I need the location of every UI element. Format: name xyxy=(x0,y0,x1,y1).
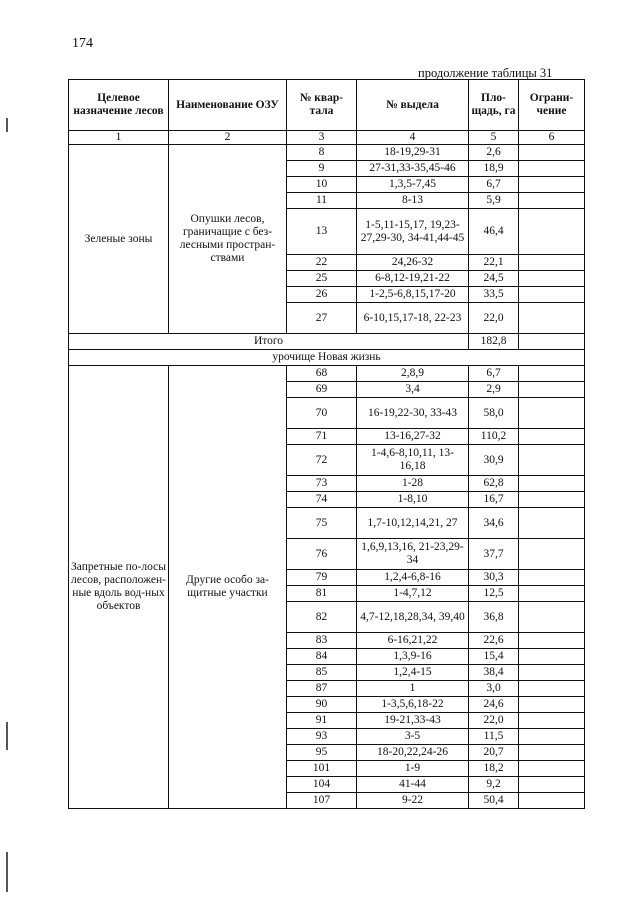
section-cell: 1,2,4-6,8-16 xyxy=(357,570,469,586)
area-cell: 50,4 xyxy=(469,793,519,809)
area-cell: 2,6 xyxy=(469,145,519,161)
area-cell: 9,2 xyxy=(469,777,519,793)
section-cell: 4,7-12,18,28,34, 39,40 xyxy=(357,602,469,633)
restriction-cell xyxy=(519,761,585,777)
forest-protection-table xyxy=(68,79,585,809)
quarter-cell: 26 xyxy=(287,287,357,303)
section-cell: 24,26-32 xyxy=(357,255,469,271)
ozu-cell: Опушки лесов, граничащие с без-лесными простран-ствами xyxy=(169,145,287,334)
section-cell: 18-20,22,24-26 xyxy=(357,745,469,761)
quarter-cell: 93 xyxy=(287,729,357,745)
section-cell: 1,6,9,13,16, 21-23,29-34 xyxy=(357,539,469,570)
table-continuation-label: продолжение таблицы 31 xyxy=(418,66,553,80)
quarter-cell: 74 xyxy=(287,492,357,508)
section-cell: 6-10,15,17-18, 22-23 xyxy=(357,303,469,334)
quarter-cell: 10 xyxy=(287,177,357,193)
quarter-cell: 75 xyxy=(287,508,357,539)
quarter-cell: 27 xyxy=(287,303,357,334)
section-cell: 19-21,33-43 xyxy=(357,713,469,729)
area-cell: 22,1 xyxy=(469,255,519,271)
restriction-cell xyxy=(519,570,585,586)
quarter-cell: 13 xyxy=(287,209,357,255)
area-cell: 5,9 xyxy=(469,193,519,209)
section-cell: 1,3,9-16 xyxy=(357,649,469,665)
restriction-cell xyxy=(519,713,585,729)
restriction-cell xyxy=(519,303,585,334)
area-cell: 24,5 xyxy=(469,271,519,287)
section-cell: 1-5,11-15,17, 19,23-27,29-30, 34-41,44-45 xyxy=(357,209,469,255)
total-label: Итого xyxy=(69,334,469,350)
area-cell: 46,4 xyxy=(469,209,519,255)
area-cell: 33,5 xyxy=(469,287,519,303)
column-number: 5 xyxy=(469,131,519,145)
section-cell: 1-3,5,6,18-22 xyxy=(357,697,469,713)
area-cell: 30,3 xyxy=(469,570,519,586)
ozu-cell: Другие особо за-щитные участки xyxy=(169,366,287,809)
header-section: № выдела xyxy=(357,80,469,131)
restriction-cell xyxy=(519,539,585,570)
area-cell: 16,7 xyxy=(469,492,519,508)
tract-label: урочище Новая жизнь xyxy=(69,350,585,366)
quarter-cell: 72 xyxy=(287,445,357,476)
area-cell: 34,6 xyxy=(469,508,519,539)
section-cell: 16-19,22-30, 33-43 xyxy=(357,398,469,429)
header-quarter: № квар-тала xyxy=(287,80,357,131)
restriction-cell xyxy=(519,777,585,793)
quarter-cell: 83 xyxy=(287,633,357,649)
section-cell: 3,4 xyxy=(357,382,469,398)
area-cell: 37,7 xyxy=(469,539,519,570)
quarter-cell: 107 xyxy=(287,793,357,809)
quarter-cell: 91 xyxy=(287,713,357,729)
area-cell: 20,7 xyxy=(469,745,519,761)
quarter-cell: 95 xyxy=(287,745,357,761)
scan-mark xyxy=(6,852,8,892)
area-cell: 30,9 xyxy=(469,445,519,476)
section-cell: 1 xyxy=(357,681,469,697)
area-cell: 2,9 xyxy=(469,382,519,398)
area-cell: 62,8 xyxy=(469,476,519,492)
section-cell: 41-44 xyxy=(357,777,469,793)
section-cell: 1,2,4-15 xyxy=(357,665,469,681)
table-header-row xyxy=(69,80,585,131)
section-cell: 1-8,10 xyxy=(357,492,469,508)
restriction-cell xyxy=(519,793,585,809)
section-cell: 2,8,9 xyxy=(357,366,469,382)
section-cell: 27-31,33-35,45-46 xyxy=(357,161,469,177)
area-cell: 58,0 xyxy=(469,398,519,429)
area-cell: 6,7 xyxy=(469,177,519,193)
restriction-cell xyxy=(519,445,585,476)
quarter-cell: 9 xyxy=(287,161,357,177)
area-cell: 22,0 xyxy=(469,303,519,334)
section-cell: 6-16,21,22 xyxy=(357,633,469,649)
quarter-cell: 11 xyxy=(287,193,357,209)
quarter-cell: 85 xyxy=(287,665,357,681)
table-row xyxy=(69,145,585,161)
area-cell: 3,0 xyxy=(469,681,519,697)
restriction-cell xyxy=(519,476,585,492)
restriction-cell xyxy=(519,209,585,255)
column-number: 1 xyxy=(69,131,169,145)
quarter-cell: 70 xyxy=(287,398,357,429)
section-cell: 1-2,5-6,8,15,17-20 xyxy=(357,287,469,303)
restriction-cell xyxy=(519,161,585,177)
quarter-cell: 101 xyxy=(287,761,357,777)
quarter-cell: 87 xyxy=(287,681,357,697)
quarter-cell: 71 xyxy=(287,429,357,445)
scan-mark xyxy=(6,722,8,750)
total-row xyxy=(69,334,585,350)
quarter-cell: 90 xyxy=(287,697,357,713)
quarter-cell: 68 xyxy=(287,366,357,382)
column-number: 3 xyxy=(287,131,357,145)
restriction-cell xyxy=(519,681,585,697)
section-cell: 1,3,5-7,45 xyxy=(357,177,469,193)
restriction-cell xyxy=(519,177,585,193)
section-cell: 13-16,27-32 xyxy=(357,429,469,445)
section-cell: 1-4,6-8,10,11, 13-16,18 xyxy=(357,445,469,476)
section-cell: 1-9 xyxy=(357,761,469,777)
area-cell: 38,4 xyxy=(469,665,519,681)
quarter-cell: 69 xyxy=(287,382,357,398)
header-restriction: Ограни-чение xyxy=(519,80,585,131)
scan-mark xyxy=(6,118,8,132)
quarter-cell: 84 xyxy=(287,649,357,665)
restriction-cell xyxy=(519,255,585,271)
quarter-cell: 79 xyxy=(287,570,357,586)
column-number: 2 xyxy=(169,131,287,145)
restriction-cell xyxy=(519,508,585,539)
quarter-cell: 76 xyxy=(287,539,357,570)
section-cell: 1-28 xyxy=(357,476,469,492)
restriction-cell xyxy=(519,586,585,602)
column-number: 4 xyxy=(357,131,469,145)
header-area: Пло-щадь, га xyxy=(469,80,519,131)
area-cell: 15,4 xyxy=(469,649,519,665)
restriction-cell xyxy=(519,271,585,287)
restriction-cell xyxy=(519,633,585,649)
quarter-cell: 73 xyxy=(287,476,357,492)
area-cell: 18,9 xyxy=(469,161,519,177)
purpose-cell: Зеленые зоны xyxy=(69,145,169,334)
column-number: 6 xyxy=(519,131,585,145)
table-row xyxy=(69,366,585,382)
section-cell: 6-8,12-19,21-22 xyxy=(357,271,469,287)
area-cell: 22,0 xyxy=(469,713,519,729)
area-cell: 18,2 xyxy=(469,761,519,777)
total-area: 182,8 xyxy=(469,334,519,350)
section-cell: 1,7-10,12,14,21, 27 xyxy=(357,508,469,539)
area-cell: 36,8 xyxy=(469,602,519,633)
section-cell: 1-4,7,12 xyxy=(357,586,469,602)
page-number: 174 xyxy=(72,36,93,51)
area-cell: 22,6 xyxy=(469,633,519,649)
restriction-cell xyxy=(519,334,585,350)
restriction-cell xyxy=(519,602,585,633)
restriction-cell xyxy=(519,382,585,398)
header-ozu-name: Наименование ОЗУ xyxy=(169,80,287,131)
quarter-cell: 25 xyxy=(287,271,357,287)
area-cell: 11,5 xyxy=(469,729,519,745)
quarter-cell: 82 xyxy=(287,602,357,633)
restriction-cell xyxy=(519,287,585,303)
header-purpose: Целевое назначение лесов xyxy=(69,80,169,131)
restriction-cell xyxy=(519,697,585,713)
restriction-cell xyxy=(519,649,585,665)
area-cell: 110,2 xyxy=(469,429,519,445)
tract-row xyxy=(69,350,585,366)
section-cell: 9-22 xyxy=(357,793,469,809)
restriction-cell xyxy=(519,665,585,681)
section-cell: 3-5 xyxy=(357,729,469,745)
restriction-cell xyxy=(519,398,585,429)
restriction-cell xyxy=(519,492,585,508)
restriction-cell xyxy=(519,193,585,209)
area-cell: 24,6 xyxy=(469,697,519,713)
restriction-cell xyxy=(519,366,585,382)
area-cell: 6,7 xyxy=(469,366,519,382)
section-cell: 18-19,29-31 xyxy=(357,145,469,161)
restriction-cell xyxy=(519,429,585,445)
section-cell: 8-13 xyxy=(357,193,469,209)
purpose-cell: Запретные по-лосы лесов, расположен-ные вдоль вод-ных объектов xyxy=(69,366,169,809)
quarter-cell: 104 xyxy=(287,777,357,793)
restriction-cell xyxy=(519,145,585,161)
quarter-cell: 22 xyxy=(287,255,357,271)
quarter-cell: 8 xyxy=(287,145,357,161)
restriction-cell xyxy=(519,745,585,761)
quarter-cell: 81 xyxy=(287,586,357,602)
restriction-cell xyxy=(519,729,585,745)
column-number-row xyxy=(69,131,585,145)
area-cell: 12,5 xyxy=(469,586,519,602)
